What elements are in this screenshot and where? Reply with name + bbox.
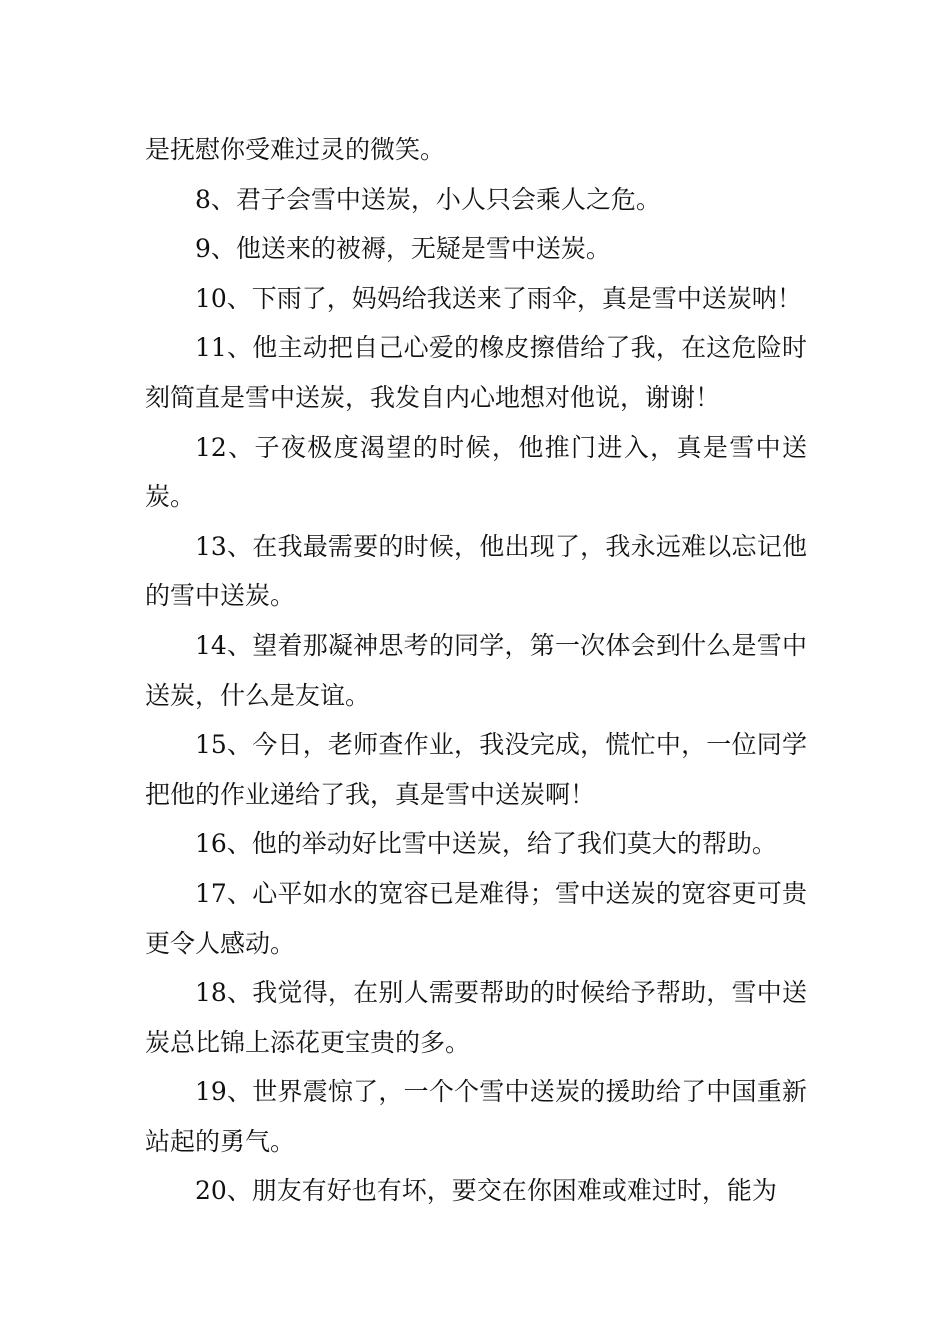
paragraph-item-10: 10、下雨了，妈妈给我送来了雨伞，真是雪中送炭呐！ — [195, 283, 802, 313]
paragraph-item-11: 11、他主动把自己心爱的橡皮擦借给了我，在这危险时刻简直是雪中送炭，我发自内心地想对他说，谢谢！ — [145, 333, 807, 412]
paragraph-item-17: 17、心平如水的宽容已是难得；雪中送炭的宽容更可贵更令人感动。 — [145, 878, 807, 958]
paragraph-item-18: 18、我觉得，在别人需要帮助的时候给予帮助，雪中送炭总比锦上添花更宝贵的多。 — [145, 978, 807, 1057]
paragraph-item-13: 13、在我最需要的时候，他出现了，我永远难以忘记他的雪中送炭。 — [145, 531, 807, 611]
paragraph-item-12: 12、子夜极度渴望的时候，他推门进入，真是雪中送炭。 — [145, 432, 807, 512]
paragraph-item-14: 14、望着那凝神思考的同学，第一次体会到什么是雪中送炭，什么是友谊。 — [145, 630, 807, 710]
document-body — [145, 125, 807, 1216]
paragraph-item-19: 19、世界震惊了，一个个雪中送炭的援助给了中国重新站起的勇气。 — [145, 1077, 807, 1156]
paragraph-item-9: 9、他送来的被褥，无疑是雪中送炭。 — [195, 234, 611, 264]
paragraph-item-16: 16、他的举动好比雪中送炭，给了我们莫大的帮助。 — [195, 829, 777, 859]
paragraph-item-8: 8、君子会雪中送炭，小人只会乘人之危。 — [195, 184, 661, 214]
paragraph-continued: 是抚慰你受难过灵的微笑。 — [145, 135, 446, 164]
paragraph-item-15: 15、今日，老师查作业，我没完成，慌忙中，一位同学把他的作业递给了我，真是雪中送炭啊！ — [145, 730, 807, 809]
paragraph-item-20: 20、朋友有好也有坏，要交在你困难或难过时，能为 — [195, 1176, 777, 1206]
